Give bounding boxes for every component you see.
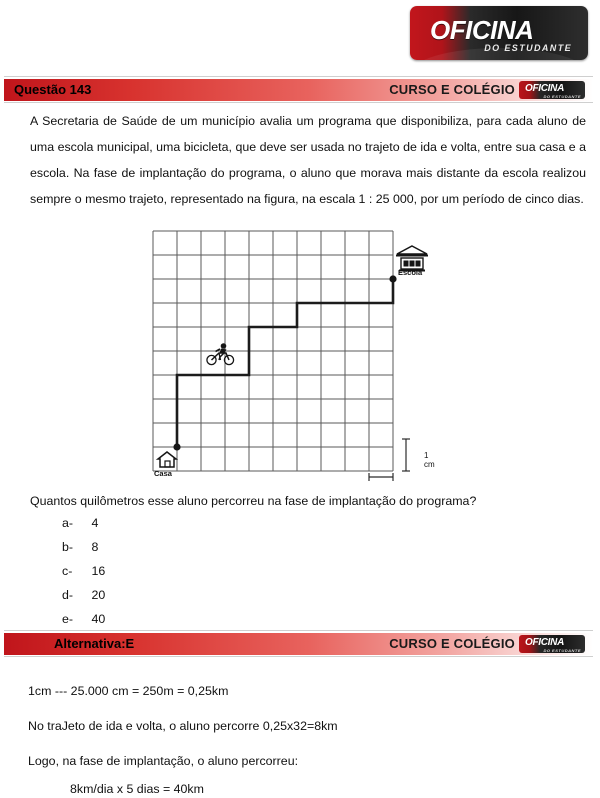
option-d-value: 20: [91, 588, 106, 602]
option-d[interactable]: [62, 588, 105, 612]
option-b[interactable]: [62, 540, 105, 564]
option-b-key: b-: [62, 540, 74, 554]
option-e-key: e-: [62, 612, 74, 626]
option-a[interactable]: [62, 516, 105, 540]
oficina-logo: [410, 6, 588, 60]
answer-alternative: Alternativa:E: [54, 636, 135, 651]
option-c[interactable]: [62, 564, 105, 588]
divider-below-question-bar: [4, 102, 593, 103]
option-d-key: d-: [62, 588, 74, 602]
option-c-value: 16: [91, 564, 106, 578]
answer-header-bar: [4, 633, 593, 655]
logo-small-brand-text-answer: OFICINA: [525, 637, 565, 648]
logo-small-tagline-text-answer: DO ESTUDANTE: [543, 648, 581, 653]
logo-tagline-text: DO ESTUDANTE: [484, 43, 572, 53]
house-label: Casa: [154, 469, 172, 478]
question-stem: A Secretaria de Saúde de um município avalia um programa que disponibiliza, para cada aluno de uma escola municipal, uma bicicleta, que deve ser usada no trajeto de ida e volta, entre sua casa e a escola. Na fase de implantação do programa, o aluno que morava mais distante da escola realizou sempre o mesmo trajeto, representado na figura, na escala 1 : 25 000, por um período de cinco dias.: [30, 114, 586, 206]
divider-below-answer-bar: [4, 656, 593, 657]
question-number: Questão 143: [14, 82, 92, 97]
option-e-value: 40: [91, 612, 106, 626]
route-map-figure: [150, 226, 440, 484]
solution-line-2: No traJeto de ida e volta, o aluno percorre 0,25x32=8km: [28, 719, 338, 733]
scale-label: 1 cm: [424, 451, 435, 469]
school-building-icon: [396, 246, 428, 271]
route-end-dot: [389, 275, 396, 282]
grid-lines: [153, 231, 393, 471]
answer-options: [62, 516, 105, 636]
oficina-logo-small: [519, 81, 585, 99]
route-path: [177, 279, 393, 447]
option-a-key: a-: [62, 516, 74, 530]
option-c-key: c-: [62, 564, 73, 578]
logo-brand-text: OFICINA: [430, 15, 534, 45]
school-label: Escola: [398, 268, 423, 277]
scale-bracket: [369, 439, 410, 481]
answer-bar-course-label: CURSO E COLÉGIO: [389, 636, 515, 651]
question-header-bar: [4, 79, 593, 101]
oficina-logo-small-answer: [519, 635, 585, 653]
route-start-dot: [173, 443, 180, 450]
solution-line-1: 1cm --- 25.000 cm = 250m = 0,25km: [28, 684, 229, 698]
solution-line-3: Logo, na fase de implantação, o aluno percorreu:: [28, 754, 299, 768]
option-b-value: 8: [91, 540, 99, 554]
question-prompt: Quantos quilômetros esse aluno percorreu na fase de implantação do programa?: [30, 494, 477, 508]
route-map-svg: [150, 226, 440, 484]
question-bar-course-label: CURSO E COLÉGIO: [389, 82, 515, 97]
house-icon: [158, 452, 176, 467]
cyclist-icon: [207, 343, 234, 364]
solution-line-4: 8km/dia x 5 dias = 40km: [70, 782, 204, 796]
option-a-value: 4: [91, 516, 99, 530]
logo-small-brand-text: OFICINA: [525, 83, 565, 94]
logo-small-tagline-text: DO ESTUDANTE: [543, 94, 581, 99]
divider-above-answer-bar: [4, 630, 593, 631]
divider-above-question-bar: [4, 76, 593, 77]
